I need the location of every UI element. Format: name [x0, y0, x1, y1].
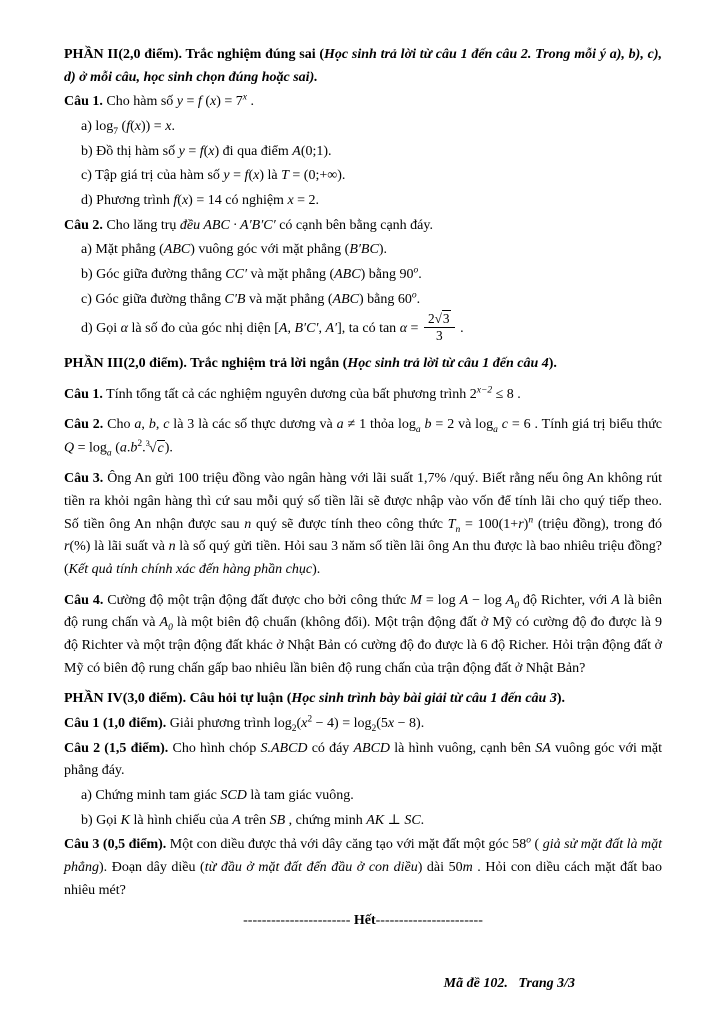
text-run: độ Richter, với	[519, 592, 612, 608]
text-run: Câu 3.	[64, 471, 104, 487]
text-run: (	[296, 716, 302, 732]
radical: √3	[434, 311, 450, 327]
text-run: ], ta có tan	[337, 321, 400, 337]
text-run: ).	[378, 242, 387, 258]
text-run: (%) là lãi suất và	[69, 539, 169, 555]
text-run: − 4) = log	[312, 716, 372, 732]
text-run: )	[523, 516, 529, 532]
text-run: = 2.	[293, 193, 320, 209]
text-run: b	[424, 417, 432, 433]
text-run: f	[244, 168, 249, 184]
subscript: n	[455, 524, 461, 535]
text-run: (triệu đồng), trong đó	[533, 516, 663, 532]
text-run: .	[420, 812, 425, 828]
text-run: CC′	[225, 267, 248, 283]
part4-question-1	[64, 713, 662, 736]
text-run: A	[278, 321, 288, 337]
text-run: y	[176, 94, 184, 110]
fraction	[424, 311, 455, 343]
text-run: Học sinh trả lời từ câu 1 đến câu 4	[347, 355, 549, 371]
text-run: Câu 2.	[64, 217, 103, 233]
text-run: = log	[421, 592, 460, 608]
text-run: T	[447, 516, 456, 532]
part2-question-1	[64, 91, 662, 114]
text-run: 3	[442, 311, 450, 327]
page-footer	[444, 976, 575, 992]
text-run: ) vuông góc với mặt phẳng (	[190, 242, 350, 258]
text-run: ) dài 50	[417, 860, 463, 876]
text-run: -----------------------	[375, 913, 483, 929]
text-run: ).	[548, 355, 557, 371]
text-run: B′BC	[349, 242, 379, 258]
subscript: 2	[291, 723, 297, 734]
text-run: là tam giác vuông.	[246, 788, 354, 804]
text-run: A	[459, 592, 469, 608]
text-run: Cho	[103, 417, 135, 433]
text-run: f	[173, 193, 178, 209]
part3-question-1	[64, 384, 662, 407]
text-run: ABCD	[353, 740, 391, 756]
text-run: d) Gọi	[81, 321, 121, 337]
text-run: a	[336, 417, 344, 433]
text-run: là một biên độ chuẩn (không đổi). Một trận động đất ở Mỹ có cường độ đo được là 9 độ Richter và một trận động đất khác ở Nhật Bản có cường độ đo được là 6 độ Richer. Hỏi trận động đất ở Mỹ có biên độ rung chấn gấp bao nhiêu lần biên độ rung chấn của trận động đất ở Nhật Bản?	[64, 615, 662, 676]
text-run: A	[232, 812, 241, 828]
text-run: có cạnh bên bằng cạnh đáy.	[275, 217, 433, 233]
subscript: a	[415, 425, 421, 436]
superscript: o	[413, 265, 419, 276]
text-run: n	[168, 539, 176, 555]
text-run: Cho lăng trụ	[102, 217, 180, 233]
text-run: Mã đề 102. Trang 3/3	[443, 976, 575, 991]
text-run: c	[157, 440, 164, 456]
text-run: =	[407, 321, 422, 337]
text-run: c	[163, 417, 170, 433]
text-run: a	[119, 440, 127, 456]
text-run: ) đi qua điểm	[214, 143, 293, 159]
text-run: vuông góc với mặt phẳng đáy.	[64, 740, 662, 779]
text-run: trên	[240, 812, 270, 828]
subscript: 0	[168, 623, 173, 634]
part4-q2-item-b	[64, 810, 662, 833]
text-run: giả sử mặt đất là mặt phẳng	[64, 837, 662, 876]
text-run: .	[418, 267, 422, 283]
text-run: a) Mặt phẳng (	[81, 242, 164, 258]
text-run: ⊥	[384, 812, 405, 828]
radical: $^3$√c	[145, 438, 164, 456]
text-run: b	[148, 417, 156, 433]
part2-q1-option-d	[64, 190, 662, 213]
text-run: SC	[404, 812, 421, 828]
part3-heading	[64, 353, 662, 376]
part2-heading	[64, 44, 662, 89]
part4-heading	[64, 688, 662, 711]
text-run: r	[518, 516, 524, 532]
end-marker	[64, 910, 662, 933]
text-run: M	[410, 592, 422, 608]
text-run: S.ABCD	[260, 740, 308, 756]
text-run: Cho hàm số	[102, 94, 177, 110]
text-run: (	[177, 193, 182, 209]
text-run: x	[387, 716, 395, 732]
text-run: y	[223, 168, 230, 184]
text-run: Câu 1 (1,0 điểm).	[64, 716, 167, 732]
text-run: (	[203, 143, 209, 159]
text-run: SCD	[220, 788, 247, 804]
text-run: ,	[287, 321, 295, 337]
text-run: A	[159, 615, 169, 631]
text-run: (	[111, 440, 120, 456]
text-run: )) =	[140, 119, 166, 135]
subscript: 2	[371, 723, 377, 734]
part2-q1-option-c	[64, 165, 662, 188]
text-run: AK	[366, 812, 385, 828]
text-run: ABC	[334, 267, 361, 283]
text-run: C′B	[224, 291, 246, 307]
subscript: a	[106, 448, 112, 459]
superscript: n	[528, 514, 534, 525]
text-run: có đáy	[307, 740, 354, 756]
superscript: 2	[307, 714, 313, 725]
text-run: A	[611, 592, 620, 608]
text-run: Câu 2.	[64, 417, 104, 433]
text-run: T	[281, 168, 289, 184]
text-run: f	[126, 119, 131, 135]
text-run: α	[120, 321, 129, 337]
text-run: K	[120, 812, 131, 828]
part2-q1-option-b	[64, 141, 662, 164]
text-run: = (0;+∞).	[288, 168, 346, 184]
text-run: = log	[74, 440, 107, 456]
text-run: và mặt phẳng (	[245, 291, 333, 307]
text-run: = 6 . Tính giá trị biểu thức	[507, 417, 662, 433]
text-run: ≠ 1 thỏa log	[343, 417, 416, 433]
text-run: SB	[269, 812, 286, 828]
text-run: − 8).	[394, 716, 425, 732]
part2-q1-option-a	[64, 116, 662, 139]
text-run: c) Tập giá trị của hàm số	[81, 168, 224, 184]
text-run: ,	[318, 321, 326, 337]
part2-q2-option-b	[64, 264, 662, 287]
part4-question-3	[64, 834, 662, 902]
text-run: ) bằng 60	[359, 291, 412, 307]
text-run: Ông An gửi 100 triệu đồng vào ngân hàng với lãi suất 1,7% /quý. Biết rằng nếu ông An không rút tiền ra khỏi ngân hàng thì cứ sau mỗi quý số tiền lãi sẽ được nhập vào vốn để tính lãi cho quý tiếp theo. Số tiền ông An nhận được sau	[64, 471, 662, 532]
text-run: ).	[164, 440, 173, 456]
text-run: ).	[556, 691, 566, 707]
text-run: (	[201, 94, 210, 110]
text-run: Câu 1.	[64, 94, 103, 110]
text-run: ,	[155, 417, 164, 433]
text-run: ABC	[163, 242, 191, 258]
text-run: y	[178, 143, 185, 159]
text-run: 3	[435, 327, 443, 343]
text-run: A	[292, 143, 301, 159]
text-run: m	[462, 860, 473, 876]
document-content	[64, 44, 662, 935]
text-run: x	[287, 193, 294, 209]
text-run: (5	[376, 716, 388, 732]
text-run: , chứng minh	[285, 812, 367, 828]
text-run: = 100(1+	[460, 516, 519, 532]
text-run: .	[126, 440, 131, 456]
superscript: o	[526, 835, 532, 846]
text-run: và mặt phẳng (	[247, 267, 335, 283]
part3-question-3	[64, 468, 662, 581]
text-run: Câu 4.	[64, 592, 104, 608]
text-run: x	[165, 119, 172, 135]
text-run: b	[130, 440, 138, 456]
text-run: ) = 14 có nghiệm	[188, 193, 288, 209]
part4-q2-item-a	[64, 785, 662, 808]
text-run: Học sinh trình bày bài giải từ câu 1 đến câu 3	[291, 691, 557, 707]
text-run: (	[531, 837, 543, 853]
text-run: Một con diều được thả với dây căng tạo với mặt đất một góc 58	[166, 837, 527, 853]
part2-q2-option-d	[64, 313, 662, 345]
text-run: α	[399, 321, 408, 337]
text-run: PHẦN IV(3,0 điểm). Câu hỏi tự luận (	[64, 691, 292, 707]
text-run: .	[247, 94, 254, 110]
text-run: là biên độ rung chấn và	[64, 592, 662, 631]
text-run: Cho hình chóp	[168, 740, 261, 756]
text-run: là 3 là các số thực dương và	[169, 417, 337, 433]
text-run: là số đo của góc nhị diện [	[128, 321, 279, 337]
text-run: r	[64, 539, 70, 555]
text-run: Giải phương trình log	[166, 716, 292, 732]
text-run: ,	[141, 417, 149, 433]
text-run: x	[301, 716, 308, 732]
text-run: B′C′	[294, 321, 319, 337]
text-run: (	[248, 168, 254, 184]
text-run: =	[229, 168, 245, 184]
subscript: 7	[113, 126, 119, 137]
text-run: a) log	[81, 119, 114, 135]
text-run: PHẦN III(2,0 điểm). Trắc nghiệm trả lời ngắn (	[64, 355, 348, 371]
text-run: =	[184, 143, 200, 159]
part3-question-4	[64, 590, 662, 681]
text-run: =	[183, 94, 198, 110]
text-run: x	[134, 119, 141, 135]
text-run: quý sẽ được tính theo công thức	[251, 516, 448, 532]
superscript: 2	[137, 438, 143, 449]
text-run: n	[244, 516, 252, 532]
text-run: Câu 1.	[64, 386, 103, 402]
text-run: -----------------------	[243, 913, 354, 929]
superscript: x	[242, 92, 247, 103]
text-run: .	[171, 119, 175, 135]
text-run: từ đầu ở mặt đất đến đầu ở con diều	[204, 860, 418, 876]
text-run: ABC	[332, 291, 359, 307]
text-run: x	[253, 168, 260, 184]
text-run: ở mỗi câu, học sinh chọn đúng hoặc sai).	[75, 69, 318, 85]
text-run: ) bằng 90	[360, 267, 414, 283]
text-run: (0;1).	[300, 143, 332, 159]
part4-question-2	[64, 738, 662, 783]
text-run: = 2 và log	[431, 417, 494, 433]
text-run: là hình chiếu của	[130, 812, 233, 828]
text-run: f	[199, 143, 204, 159]
text-run: a	[134, 417, 142, 433]
text-run: SA	[535, 740, 551, 756]
text-run: ≤ 8 .	[492, 386, 521, 402]
text-run: ) là	[259, 168, 282, 184]
text-run: Câu 3 (0,5 điểm).	[64, 837, 167, 853]
text-run: là số quý gửi tiền. Hỏi sau 3 năm số tiền lãi ông An thu được là bao nhiêu triệu đồng? (	[64, 539, 662, 577]
text-run: b) Gọi	[81, 812, 121, 828]
text-run: x	[209, 94, 217, 110]
part2-q2-option-c	[64, 289, 662, 312]
text-run: b) Góc giữa đường thẳng	[81, 267, 226, 283]
text-run: f	[197, 94, 202, 110]
text-run: b) Đồ thị hàm số	[81, 143, 179, 159]
text-run: Tính tổng tất cả các nghiệm nguyên dương của bất phương trình 2	[102, 386, 477, 402]
text-run: .	[142, 440, 146, 456]
text-run: c	[501, 417, 508, 433]
text-run: .	[456, 321, 464, 337]
text-run: ). Đoạn dây diều (	[99, 860, 205, 876]
text-run: đều ABC · A′B′C′	[179, 217, 276, 233]
text-run: Hết	[353, 913, 376, 929]
text-run: .	[416, 291, 421, 307]
text-run: a), b), c), d)	[64, 47, 662, 85]
part2-q2-option-a	[64, 239, 662, 262]
text-run: x	[181, 193, 189, 209]
text-run: ) = 7	[216, 94, 243, 110]
text-run: a) Chứng minh tam giác	[81, 788, 221, 804]
text-run: c) Góc giữa đường thẳng	[81, 291, 225, 307]
text-run: (	[130, 119, 135, 135]
text-run: (	[118, 119, 127, 135]
part3-question-2	[64, 414, 662, 460]
text-run: A	[505, 592, 515, 608]
text-run: Học sinh trả lời từ câu 1 đến câu 2. Trong mỗi ý	[324, 47, 610, 62]
text-run: Kết quả tính chính xác đến hàng phần chục	[68, 561, 313, 577]
text-run: là hình vuông, cạnh bên	[390, 740, 536, 756]
text-run: Cường độ một trận động đất được cho bởi công thức	[103, 592, 411, 608]
text-run: . Hỏi con diều cách mặt đất bao nhiêu mét?	[64, 860, 663, 898]
subscript: a	[493, 425, 498, 436]
superscript: x−2	[476, 384, 493, 395]
text-run: PHẦN II(2,0 điểm). Trắc nghiệm đúng sai (	[64, 47, 325, 62]
text-run: ).	[312, 561, 321, 577]
text-run: x	[208, 143, 215, 159]
subscript: 0	[514, 600, 520, 611]
text-run: Q	[64, 440, 75, 456]
text-run: d) Phương trình	[81, 193, 174, 209]
part2-question-2	[64, 215, 662, 238]
text-run: − log	[468, 592, 506, 608]
text-run: A′	[325, 321, 338, 337]
text-run: 2	[427, 311, 435, 327]
text-run: Câu 2 (1,5 điểm).	[64, 740, 169, 756]
superscript: o	[411, 290, 417, 301]
